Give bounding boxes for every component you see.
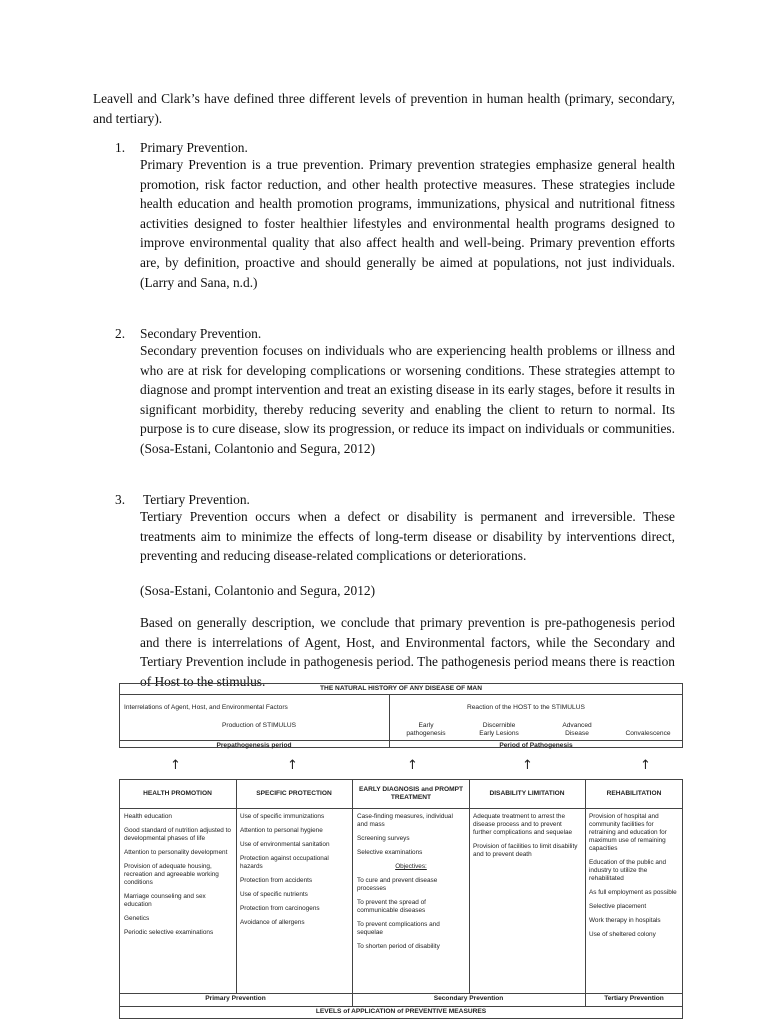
pathogenesis-label: Period of Pathogenesis: [499, 742, 573, 749]
list-item: Use of environmental sanitation: [240, 841, 330, 848]
divider: [469, 779, 470, 993]
list-body: Primary Prevention is a true prevention. Primary prevention strategies emphasize general health promotion, risk factor reduction, and other health protective measures. These strategies include health education and health promotion programs, immunizations, physical and nutritional fitness activities designed to foster healthier lifestyles and environmental health programs designed to improve environmental quality that also affect health and well-being. Primary prevention efforts are, by definition, proactive and should generally be aimed at populations, not just individuals. (Larry and Sana, n.d.): [140, 157, 675, 290]
list-item: Periodic selective examinations: [124, 929, 214, 936]
list-item: Screening surveys: [357, 835, 410, 842]
primary-prevention-label: Primary Prevention: [205, 995, 266, 1002]
list-citation: (Sosa-Estani, Colantonio and Segura, 2012): [140, 583, 376, 598]
column-title: EARLY DIAGNOSIS and PROMPT TREATMENT: [358, 786, 464, 801]
tertiary-prevention-label: Tertiary Prevention: [604, 995, 664, 1002]
divider: [119, 993, 683, 994]
secondary-prevention-label: Secondary Prevention: [433, 995, 504, 1002]
divider: [236, 779, 237, 993]
list-item: Work therapy in hospitals: [589, 917, 661, 924]
list-item: Provision of adequate housing, recreation and agreeable working conditions: [124, 863, 219, 886]
list-item: Attention to personal hygiene: [240, 827, 323, 834]
list-item: Health education: [124, 813, 172, 820]
figure-title: THE NATURAL HISTORY OF ANY DISEASE OF MAN: [320, 685, 482, 692]
list-item: Marriage counseling and sex education: [124, 893, 206, 908]
list-item: To cure and prevent disease processes: [357, 877, 438, 892]
list-item: Selective placement: [589, 903, 647, 910]
conclusion-paragraph: Based on generally description, we conclude that primary prevention is pre-pathogenesis period and there is interrelations of Agent, Host, and Environmental factors, while the Secondary and Tertiary Prevention include in pathogenesis period. The pathogenesis period means there is reaction of Host to the stimulus.: [140, 615, 675, 689]
arrow-up-icon: ↑: [170, 758, 181, 773]
list-number: 2.: [115, 326, 126, 341]
early-diagnosis-list: [357, 813, 465, 957]
list-body: Tertiary Prevention occurs when a defect or disability is permanent and irreversible. These treatments aim to minimize the effects of long-term disease or disability by interventions direct, preventing and reducing disease-related complications or deteriorations.: [140, 509, 675, 564]
divider: [119, 740, 683, 741]
arrow-up-icon: ↑: [407, 758, 418, 773]
stage-4: Convalescence: [625, 730, 671, 737]
stage-3: Advanced Disease: [562, 722, 592, 737]
list-item: Good standard of nutrition adjusted to developmental phases of life: [124, 827, 231, 842]
stimulus-label: Production of STIMULUS: [222, 722, 297, 729]
list-item: Selective examinations: [357, 849, 423, 856]
list-item: Attention to personality development: [124, 849, 228, 856]
column-title: DISABILITY LIMITATION: [489, 790, 565, 797]
list-item: Protection from carcinogens: [240, 905, 320, 912]
list-item: Use of specific nutrients: [240, 891, 308, 898]
list-item: Provision of facilities to limit disability and to prevent death: [473, 843, 578, 858]
list-item: As full employment as possible: [589, 889, 677, 896]
divider: [119, 808, 683, 809]
list-body: Secondary prevention focuses on individuals who are experiencing health problems or illness and who are at risk for developing complications or worsening conditions. These strategies attempt to diagnose and prompt intervention and treat an existing disease in its early stages, before it results in significant morbidity, thereby reducing severity and enabling the client to return to normal. Its purpose is to cure disease, slow its progression, or reduce its impact on individuals or communities. (Sosa-Estani, Colantonio and Segura, 2012): [140, 343, 675, 456]
divider: [119, 1006, 683, 1007]
arrow-up-icon: ↑: [640, 758, 651, 773]
right-header: Reaction of the HOST to the STIMULUS: [467, 704, 585, 711]
list-item: To shorten period of disability: [357, 943, 440, 950]
list-heading: Tertiary Prevention.: [143, 492, 250, 507]
stage-1: Early pathogenesis: [406, 722, 446, 737]
divider: [119, 694, 683, 695]
list-heading: Secondary Prevention.: [140, 326, 262, 341]
stage-2: Discernible Early Lesions: [479, 722, 519, 737]
list-item: Adequate treatment to arrest the disease process and to prevent further complications and sequelae: [473, 813, 573, 836]
specific-protection-list: [240, 813, 348, 933]
list-item: Use of sheltered colony: [589, 931, 656, 938]
objectives-label: Objectives:: [395, 863, 427, 870]
list-item: Use of specific immunizations: [240, 813, 325, 820]
list-number: 1.: [115, 140, 126, 155]
divider: [352, 779, 353, 1006]
rehabilitation-list: [589, 813, 681, 945]
list-item: Protection from accidents: [240, 877, 313, 884]
column-title: SPECIFIC PROTECTION: [256, 790, 332, 797]
column-title: REHABILITATION: [606, 790, 662, 797]
list-item: Genetics: [124, 915, 150, 922]
left-header: Interrelations of Agent, Host, and Environmental Factors: [124, 704, 288, 711]
disability-limitation-list: [473, 813, 581, 865]
arrow-up-icon: ↑: [287, 758, 298, 773]
list-item: To prevent complications and sequelae: [357, 921, 440, 936]
arrow-up-icon: ↑: [522, 758, 533, 773]
list-heading: Primary Prevention.: [140, 140, 248, 155]
list-item: Case-finding measures, individual and mass: [357, 813, 453, 828]
list-number: 3.: [115, 492, 126, 507]
natural-history-figure: [119, 683, 683, 1019]
divider: [585, 779, 586, 1006]
list-item: Provision of hospital and community facilities for retraining and education for maximum use of remaining capacities: [589, 813, 667, 852]
prepathogenesis-label: Prepathogenesis period: [216, 742, 292, 749]
figure-footer: LEVELS of APPLICATION of PREVENTIVE MEASURES: [315, 1008, 487, 1015]
list-item: To prevent the spread of communicable diseases: [357, 899, 426, 914]
intro-paragraph: Leavell and Clark’s have defined three different levels of prevention in human health (primary, secondary, and tertiary).: [93, 91, 675, 126]
list-item: Avoidance of allergens: [240, 919, 305, 926]
health-promotion-list: [124, 813, 232, 943]
list-item: Education of the public and industry to utilize the rehabilitated: [589, 859, 667, 882]
column-title: HEALTH PROMOTION: [143, 790, 212, 797]
list-item: Protection against occupational hazards: [240, 855, 329, 870]
